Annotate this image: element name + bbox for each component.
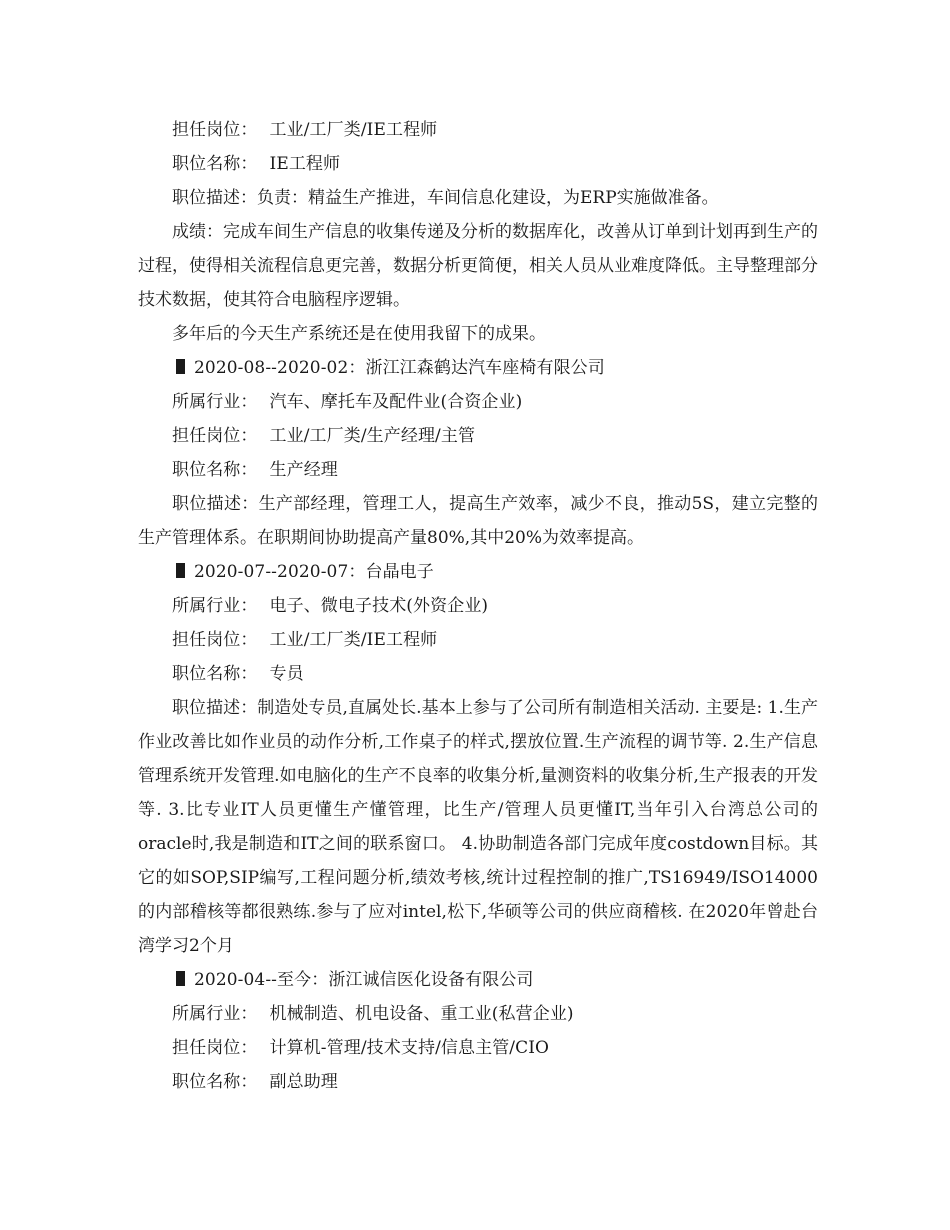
- job2-industry-row: [138, 385, 818, 419]
- job1-description: 职位描述：负责：精益生产推进，车间信息化建设，为ERP实施做准备。: [172, 188, 719, 208]
- job4-position-row: [138, 1031, 818, 1065]
- position-value: 工业/工厂类/IE工程师: [269, 120, 438, 140]
- job2-title-row: [138, 453, 818, 487]
- job4-header: [138, 963, 818, 997]
- title-value: IE工程师: [269, 154, 341, 174]
- job3-industry-row: [138, 589, 818, 623]
- bullet-icon: [176, 563, 185, 578]
- job1-position-row: [138, 113, 818, 147]
- job1-achievement: 成绩：完成车间生产信息的收集传递及分析的数据库化，改善从订单到计划再到生产的过程，使得相关流程信息更完善，数据分析更简便，相关人员从业难度降低。主导整理部分技术数据，使其符合电脑程序逻辑。: [138, 222, 818, 310]
- title-label: 职位名称：: [172, 154, 258, 174]
- job3-title-row: [138, 657, 818, 691]
- bullet-icon: [176, 359, 185, 374]
- job1-note: 多年后的今天生产系统还是在使用我留下的成果。: [172, 324, 546, 344]
- title-label: 职位名称：: [172, 460, 258, 480]
- job2-description: 职位描述：生产部经理，管理工人，提高生产效率，减少不良，推动5S，建立完整的生产管理体系。在职期间协助提高产量80%,其中20%为效率提高。: [138, 494, 818, 548]
- position-label: 担任岗位：: [172, 630, 258, 650]
- industry-label: 所属行业：: [172, 1004, 258, 1024]
- bullet-icon: [176, 971, 185, 986]
- position-value: 计算机-管理/技术支持/信息主管/CIO: [269, 1038, 550, 1058]
- job3-position-row: [138, 623, 818, 657]
- job3-description: 职位描述：制造处专员,直属处长.基本上参与了公司所有制造相关活动. 主要是: 1.生产作业改善比如作业员的动作分析,工作桌子的样式,摆放位置.生产流程的调节等. 2.生产信息管理系统开发管理.如电脑化的生产不良率的收集分析,量测资料的收集分析,生产报表的开发等. 3.比专业IT人员更懂生产懂管理，比生产/管理人员更懂IT,当年引入台湾总公司的oracle时,我是制造和IT之间的联系窗口。 4.协助制造各部门完成年度costdown目标。其它的如SOP,SIP编写,工程问题分析,绩效考核,统计过程控制的推广,TS16949/ISO14000的内部稽核等都很熟练.参与了应对intel,松下,华硕等公司的供应商稽核. 在2020年曾赴台湾学习2个月: [138, 698, 818, 956]
- job4-industry-row: [138, 997, 818, 1031]
- job1-title-row: [138, 147, 818, 181]
- job3-header: [138, 555, 818, 589]
- title-value: 生产经理: [269, 460, 338, 480]
- industry-value: 电子、微电子技术(外资企业): [269, 596, 489, 616]
- job4-header-text: 2020-04--至今：浙江诚信医化设备有限公司: [194, 970, 534, 990]
- position-label: 担任岗位：: [172, 1038, 258, 1058]
- industry-label: 所属行业：: [172, 392, 258, 412]
- position-label: 担任岗位：: [172, 426, 258, 446]
- title-value: 副总助理: [269, 1072, 338, 1092]
- resume-work-experience: [138, 113, 818, 1099]
- title-label: 职位名称：: [172, 1072, 258, 1092]
- title-value: 专员: [269, 664, 304, 684]
- job2-header: [138, 351, 818, 385]
- job4-title-row: [138, 1065, 818, 1099]
- industry-value: 机械制造、机电设备、重工业(私营企业): [269, 1004, 574, 1024]
- title-label: 职位名称：: [172, 664, 258, 684]
- job2-header-text: 2020-08--2020-02：浙江江森鹤达汽车座椅有限公司: [194, 358, 605, 378]
- position-value: 工业/工厂类/生产经理/主管: [269, 426, 476, 446]
- position-value: 工业/工厂类/IE工程师: [269, 630, 438, 650]
- position-label: 担任岗位：: [172, 120, 258, 140]
- job2-position-row: [138, 419, 818, 453]
- job3-header-text: 2020-07--2020-07：台晶电子: [194, 562, 434, 582]
- industry-label: 所属行业：: [172, 596, 258, 616]
- industry-value: 汽车、摩托车及配件业(合资企业): [269, 392, 523, 412]
